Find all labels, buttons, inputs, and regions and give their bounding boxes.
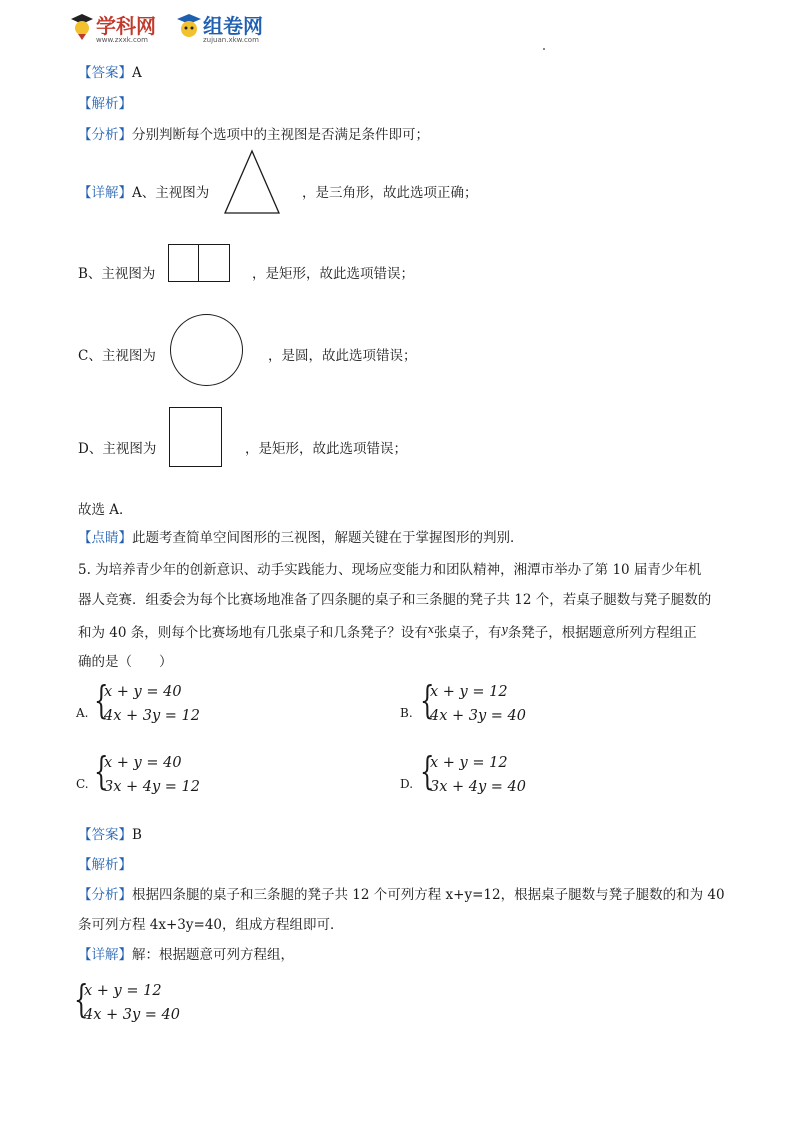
final-eq2: 4x + 3y = 40	[84, 1007, 181, 1023]
option-a-label: A.	[76, 706, 89, 720]
q5-var-x: x	[427, 623, 434, 636]
zujuan-logo-icon	[176, 12, 202, 42]
q5-analysis-tag: 【解析】	[78, 857, 132, 873]
q5-fenxi-text1: 根据四条腿的桌子和三条腿的凳子共 12 个可列方程 x+y=12，根据桌子腿数与凳子腿数的和为 40	[132, 887, 725, 903]
option-c-eq2: 3x + 4y = 12	[104, 779, 201, 795]
q5-fenxi-tag: 【分析】	[78, 887, 132, 903]
q5-answer-line	[78, 825, 142, 845]
square-figure	[169, 407, 222, 467]
two-square-rectangle-figure	[168, 244, 230, 282]
option-a-eq1: x + y = 40	[104, 684, 182, 700]
option-c-label: C.	[76, 777, 89, 791]
q4-dianjing-text: 此题考查简单空间图形的三视图，解题关键在于掌握图形的判别．	[132, 530, 524, 546]
xueke-logo-url: www.zxxk.com	[96, 36, 148, 44]
q5-stem-line3	[78, 620, 697, 643]
q5-stem-line3b: 张桌子，有	[433, 625, 502, 641]
q5-stem-line3c: 条凳子，根据题意所列方程组正	[507, 625, 697, 641]
triangle-figure	[223, 149, 281, 215]
option-b-eq2: 4x + 3y = 40	[430, 708, 527, 724]
q5-detail-tag: 【详解】	[78, 947, 132, 963]
q5-fenxi-line1	[78, 885, 725, 905]
q4-b-suffix: ，是矩形，故此选项错误；	[252, 266, 414, 282]
q4-answer-line	[78, 63, 142, 83]
option-d-label: D.	[400, 777, 414, 791]
option-c-eq1: x + y = 40	[104, 755, 182, 771]
option-c-brace: {	[94, 749, 109, 793]
q4-answer: A	[132, 65, 142, 81]
q4-choose: 故选 A．	[78, 502, 133, 518]
q4-detail-a	[78, 183, 209, 203]
q4-c-prefix: C、主视图为	[78, 348, 156, 364]
q4-fenxi-text: 分别判断每个选项中的主视图是否满足条件即可；	[132, 127, 429, 143]
option-d-brace: {	[420, 749, 435, 793]
option-b-brace: {	[420, 678, 435, 722]
q4-a-prefix: A、主视图为	[132, 185, 210, 201]
q5-stem-line4: 确的是（ ）	[78, 654, 173, 670]
circle-figure	[170, 314, 243, 386]
q4-fenxi-tag: 【分析】	[78, 127, 132, 143]
q5-answer: B	[132, 827, 142, 843]
q5-stem-line3a: 和为 40 条，则每个比赛场地有几张桌子和几条凳子？设有	[78, 625, 428, 641]
q4-d-suffix: ，是矩形，故此选项错误；	[245, 441, 407, 457]
q4-b-prefix: B、主视图为	[78, 266, 156, 282]
q4-dianjing-line	[78, 528, 524, 548]
option-d-eq1: x + y = 12	[430, 755, 508, 771]
final-eq1: x + y = 12	[84, 983, 162, 999]
q5-detail-text: 解：根据题意可列方程组，	[132, 947, 294, 963]
q4-answer-tag: 【答案】	[78, 65, 132, 81]
stray-dot	[543, 48, 545, 50]
final-system-brace: {	[74, 977, 89, 1021]
xueke-logo-icon	[70, 12, 94, 42]
xueke-logo-text: 学科网	[96, 14, 156, 38]
option-d-eq2: 3x + 4y = 40	[430, 779, 527, 795]
option-a-eq2: 4x + 3y = 12	[104, 708, 201, 724]
q4-detail-tag: 【详解】	[78, 185, 132, 201]
q5-fenxi-line2: 条可列方程 4x+3y=40，组成方程组即可．	[78, 917, 344, 933]
q4-d-prefix: D、主视图为	[78, 441, 157, 457]
zujuan-logo-url: zujuan.xkw.com	[203, 36, 259, 44]
option-a-brace: {	[94, 678, 109, 722]
q5-stem-line2: 器人竞赛．组委会为每个比赛场地准备了四条腿的桌子和三条腿的凳子共 12 个，若桌子腿数与凳子腿数的	[78, 592, 712, 608]
q4-dianjing-tag: 【点睛】	[78, 530, 132, 546]
q4-c-suffix: ，是圆，故此选项错误；	[268, 348, 417, 364]
q4-fenxi-line	[78, 125, 429, 145]
q4-analysis-tag: 【解析】	[78, 96, 132, 112]
zujuan-logo-text: 组卷网	[203, 14, 263, 38]
q5-stem-line1: 5. 为培养青少年的创新意识、动手实践能力、现场应变能力和团队精神，湘潭市举办了第 10 届青少年机	[78, 562, 702, 578]
q5-detail-line	[78, 945, 294, 965]
option-b-eq1: x + y = 12	[430, 684, 508, 700]
q4-a-suffix: ，是三角形，故此选项正确；	[302, 185, 478, 201]
q5-var-y: y	[501, 623, 508, 636]
q5-answer-tag: 【答案】	[78, 827, 132, 843]
option-b-label: B.	[400, 706, 413, 720]
